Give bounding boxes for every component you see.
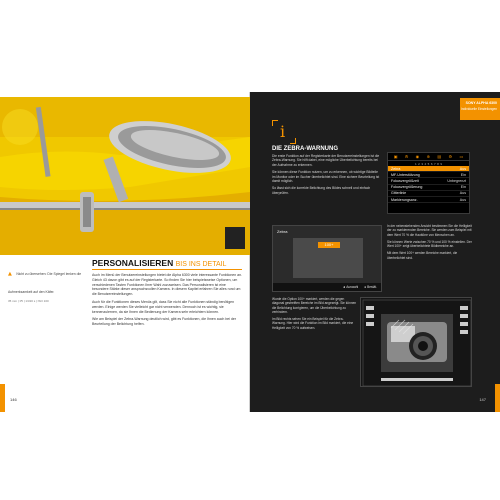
menu-row-zebra: Zebra Aus: [388, 166, 469, 172]
paragraph: Wie am Beispiel der Zebra-Warnung deutlich wird, gibt es Funktionen, die Ihnen auch bei der Beurteilung der Belichtung helfen.: [92, 317, 237, 327]
record-icon: ◉: [415, 154, 420, 159]
paragraph: Sie können Werte zwischen 70 % und 100 % einstellen. Der Wert 100+ zeigt überbelichtete Bildbereiche an.: [387, 239, 472, 249]
zebra-screen-label: Zebra: [277, 229, 288, 234]
info-icon: i: [272, 120, 296, 144]
zebra-setting-screenshot: [272, 225, 382, 292]
playback-icon: ▤: [437, 154, 442, 159]
right-lower-text: [272, 297, 357, 333]
caption-meta: 35 mm | f/5 | 1/320 s | ISO 100: [8, 299, 49, 303]
zebra-value-badge: 100+: [318, 242, 340, 248]
network-icon: ⊕: [426, 154, 430, 159]
photo-caption: [8, 262, 86, 303]
menu-page-numbers: 1 2 3 4 5 6 7 8 9: [414, 162, 443, 166]
chapter-tag-title: SONY ALPHA 6300: [465, 101, 497, 105]
paragraph: Wurde die Option 100+ markiert, werden die gegen diagonal gestreiften Bereiche im Bild angezeigt. Sie können die Belichtung korrigieren, um die Überbelichtung zu verhindern.: [272, 297, 357, 314]
paragraph: So lässt sich die korrekte Belichtung des Bildes schnell und einfach überprüfen.: [272, 186, 371, 195]
caption-marker-icon: ▲: [8, 271, 12, 277]
right-column-text: [272, 154, 382, 198]
section-title: PERSONALISIEREN: [92, 258, 174, 268]
page-number-right: 147: [479, 397, 486, 402]
paragraph: Die erste Funktion auf der Registerkarte der Benutzereinstellungen ist die Zebra-Warnung. Sie hilft dabei, eine mögliche Überbelichtung bereits bei der Aufnahme zu erkennen.: [272, 154, 380, 167]
menu-row: Markierungsanz. Aus: [388, 197, 469, 203]
section-divider: [92, 269, 242, 270]
chapter-tag-subtitle: Individuelle Einstellungen: [461, 107, 497, 111]
section-heading: [92, 258, 242, 268]
setup-icon: ▭: [459, 154, 464, 159]
book-spread: [0, 92, 500, 412]
settings-wheel-icon: ✇: [404, 154, 409, 159]
page-tab-right: [495, 384, 500, 412]
zebra-heading: DIE ZEBRA-WARNUNG: [272, 146, 338, 152]
camera-menu-screenshot: [387, 152, 470, 214]
page-tab-left: [0, 384, 5, 412]
left-body-text: [92, 273, 242, 330]
menu-row: Gitterlinie Aus: [388, 191, 469, 197]
menu-row: Fokusvergrößzeit Unbegrenzt: [388, 178, 469, 184]
paragraph: In der nebenstehenden Ansicht bestimmen Sie die Helligkeit der zu markierenden Bereiche. Sie werden zum Beispiel mit dem Wert 70 % die Hauttöne von Menschen an.: [387, 224, 472, 237]
gear-icon: ⚙: [448, 154, 453, 159]
paragraph: Auch im Menü der Benutzereinstellungen bietet die Alpha 6300 viele interessante Funktionen an. Gleich 43 davon gibt es auf der Registerkarte. So finden Sie hier beispielsweise Optionen, um verschiedenen Tasten Funktionen Ihrer Wahl zuzuweisen. Das Personalisieren ist eine besondere Stärke dieser anspruchsvollen Kamera. In diesem Kapitel erfahren Sie alles rund um die Benutzereinstellungen.: [92, 273, 243, 297]
menu-row: Fokusvergrößerung Ein: [388, 185, 469, 191]
paragraph: Auch für die Funktionen dieses Menüs gilt, dass Sie nicht alle Funktionen ständig benötigen werden. Einige werden Sie vielleicht gar nicht verwenden. Dennoch ist es wichtig, sie kennenzulernen, da sie Ihnen die Bedienung der Kamera sehr erleichtern können.: [92, 299, 235, 314]
caption-text: Nicht zu übersehen: Die Spiegel lenken die Aufmerksamkeit auf den Käfer.: [8, 272, 82, 294]
paragraph: Im Bild rechts sehen Sie ein Beispiel für die Zebra-Warnung. Hier wird die Funktion im Bild markiert, die eine Helligkeit von 70 % aufweisen.: [272, 317, 354, 330]
menu-tab-icons: [388, 153, 469, 161]
car-mirror-photo: [0, 97, 250, 255]
camera-liveview-screenshot: [360, 297, 472, 387]
right-page: [250, 92, 500, 412]
section-highlight: BIS INS DETAIL: [175, 261, 227, 268]
left-page: [0, 92, 250, 412]
paragraph: Mit dem Wert 100+ werden Bereiche markiert, die überbelichtet sind.: [387, 251, 458, 260]
page-number-left: 146: [10, 397, 17, 402]
right-column-text-2: [387, 224, 475, 263]
zebra-screen-footer: ◄ Auswahl ● Bestät.: [273, 283, 381, 291]
chapter-tag: [460, 98, 500, 120]
camera-icon: ▣: [393, 154, 398, 159]
paragraph: Sie können diese Funktion nutzen, um zu erkennen, ob wichtige Bildteile im Monitor oder im Sucher überbelichtet sind. Eine sichere Beurteilung ist damit möglich.: [272, 170, 380, 184]
menu-row: MF-Unterstützung Ein: [388, 172, 469, 178]
